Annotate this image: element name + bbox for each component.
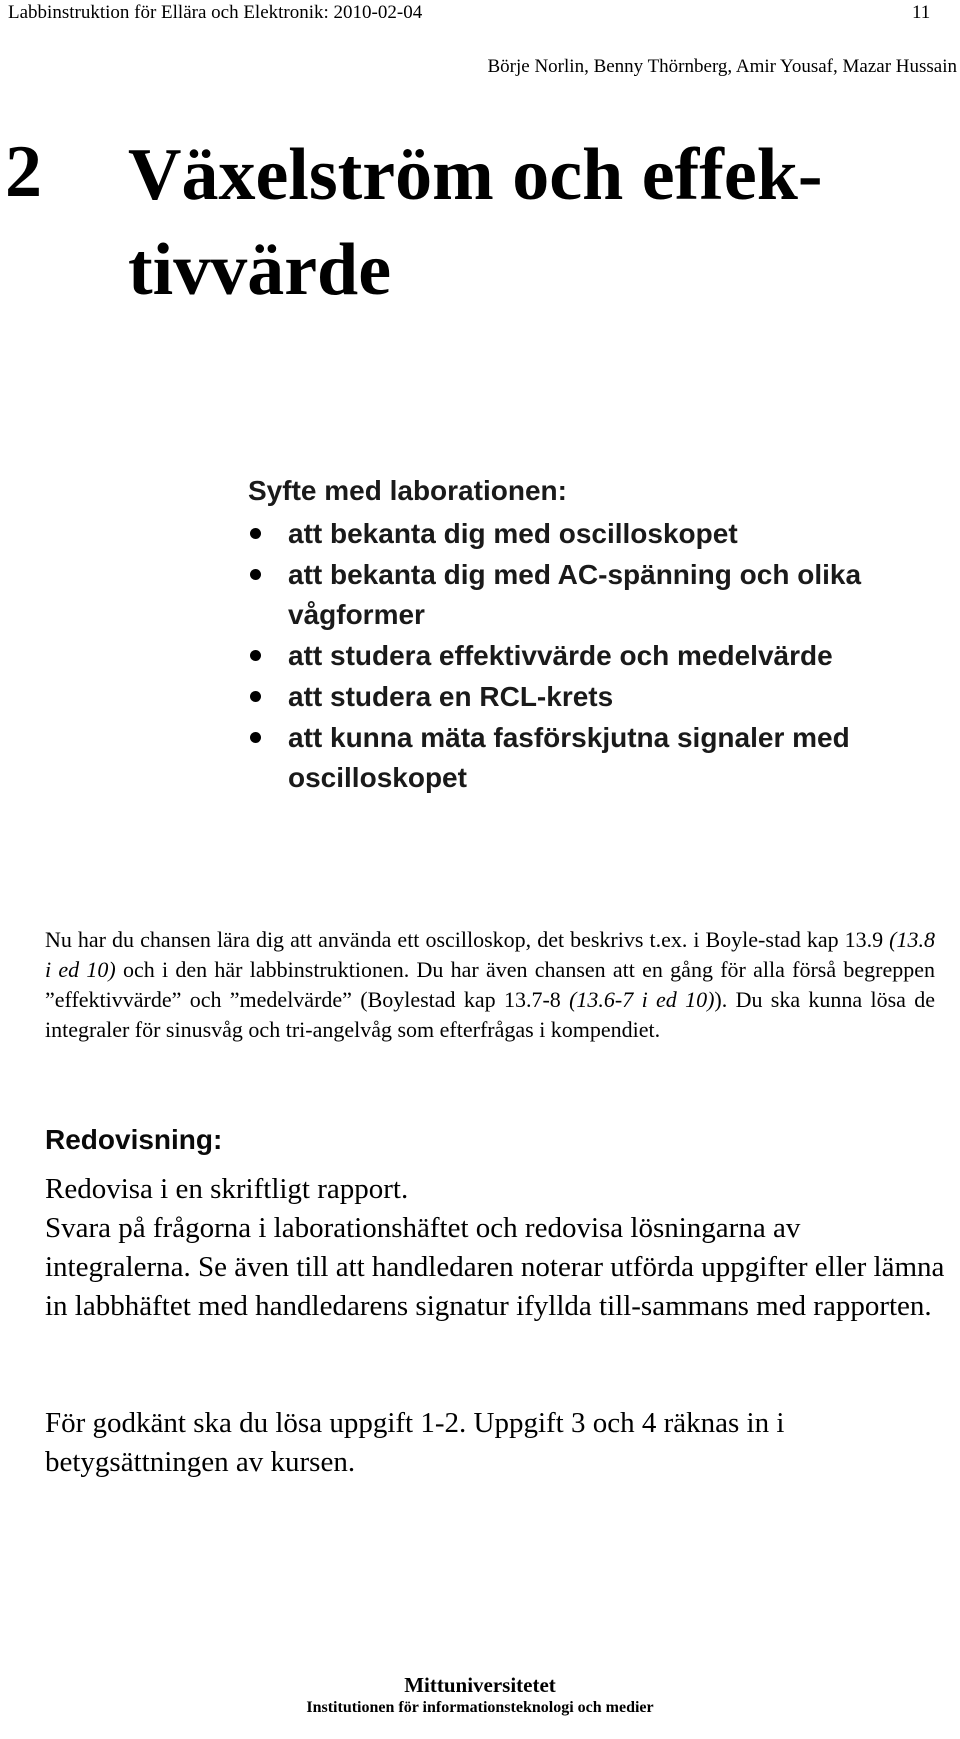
purpose-item-text: att bekanta dig med AC-spänning och olika vågformer	[288, 559, 862, 630]
bullet-icon	[250, 569, 261, 580]
intro-paragraph	[45, 925, 935, 1045]
bullet-icon	[250, 691, 261, 702]
purpose-item	[248, 555, 948, 635]
purpose-item	[248, 718, 948, 798]
report-heading: Redovisning:	[45, 1124, 223, 1155]
purpose-list	[248, 514, 948, 799]
bullet-icon	[250, 732, 261, 743]
purpose-item-text: att bekanta dig med oscilloskopet	[288, 518, 738, 549]
purpose-item	[248, 636, 948, 676]
report-body	[45, 1170, 950, 1326]
intro-italic-ref-1: (13.8 i ed 10)	[45, 927, 935, 982]
footer-university: Mittuniversitetet	[404, 1673, 556, 1697]
intro-text-2: och i den här labbinstruktionen. Du har även chansen att en gång för alla förså begreppen ”effektivvärde” och ”medelvärde” (Boylestad kap 13.7-8	[45, 957, 935, 1012]
header-course-line: Labbinstruktion för Ellära och Elektronik: 2010-02-04	[8, 2, 423, 23]
intro-text-1: Nu har du chansen lära dig att använda ett oscilloskop, det beskrivs t.ex. i Boyle-stad kap 13.9	[45, 927, 890, 952]
purpose-item-text: att kunna mäta fasförskjutna signaler med oscilloskopet	[288, 722, 850, 793]
purpose-item-text: att studera en RCL-krets	[288, 681, 614, 712]
purpose-item	[248, 514, 948, 554]
bullet-icon	[250, 650, 261, 661]
page-number: 11	[912, 2, 931, 23]
grading-paragraph: För godkänt ska du lösa uppgift 1-2. Uppgift 3 och 4 räknas in i betygsättningen av kursen.	[45, 1407, 785, 1478]
footer	[0, 1673, 960, 1719]
report-line-1: Redovisa i en skriftligt rapport.	[45, 1173, 409, 1205]
bullet-icon	[250, 528, 261, 539]
report-line-2: Svara på frågorna i laborationshäftet och redovisa lösningarna av integralerna. Se även till att handledaren noterar utförda uppgifter eller lämna in labbhäftet med handledarens signatur ifyllda till-sammans med rapporten.	[45, 1212, 945, 1322]
purpose-heading: Syfte med laborationen:	[248, 475, 567, 506]
header-authors: Börje Norlin, Benny Thörnberg, Amir Yousaf, Mazar Hussain	[487, 56, 957, 77]
intro-text-3: ). Du ska kunna lösa de integraler för sinusvåg och tri-angelvåg som efterfrågas i kompendiet.	[45, 987, 936, 1042]
chapter-title: Växelström och effek-tivvärde	[128, 134, 823, 311]
purpose-item-text: att studera effektivvärde och medelvärde	[288, 640, 833, 671]
purpose-item	[248, 677, 948, 717]
intro-italic-ref-2: (13.6-7 i ed 10)	[569, 987, 715, 1012]
footer-department: Institutionen för informationsteknologi och medier	[306, 1699, 654, 1716]
chapter-number: 2	[5, 131, 42, 213]
